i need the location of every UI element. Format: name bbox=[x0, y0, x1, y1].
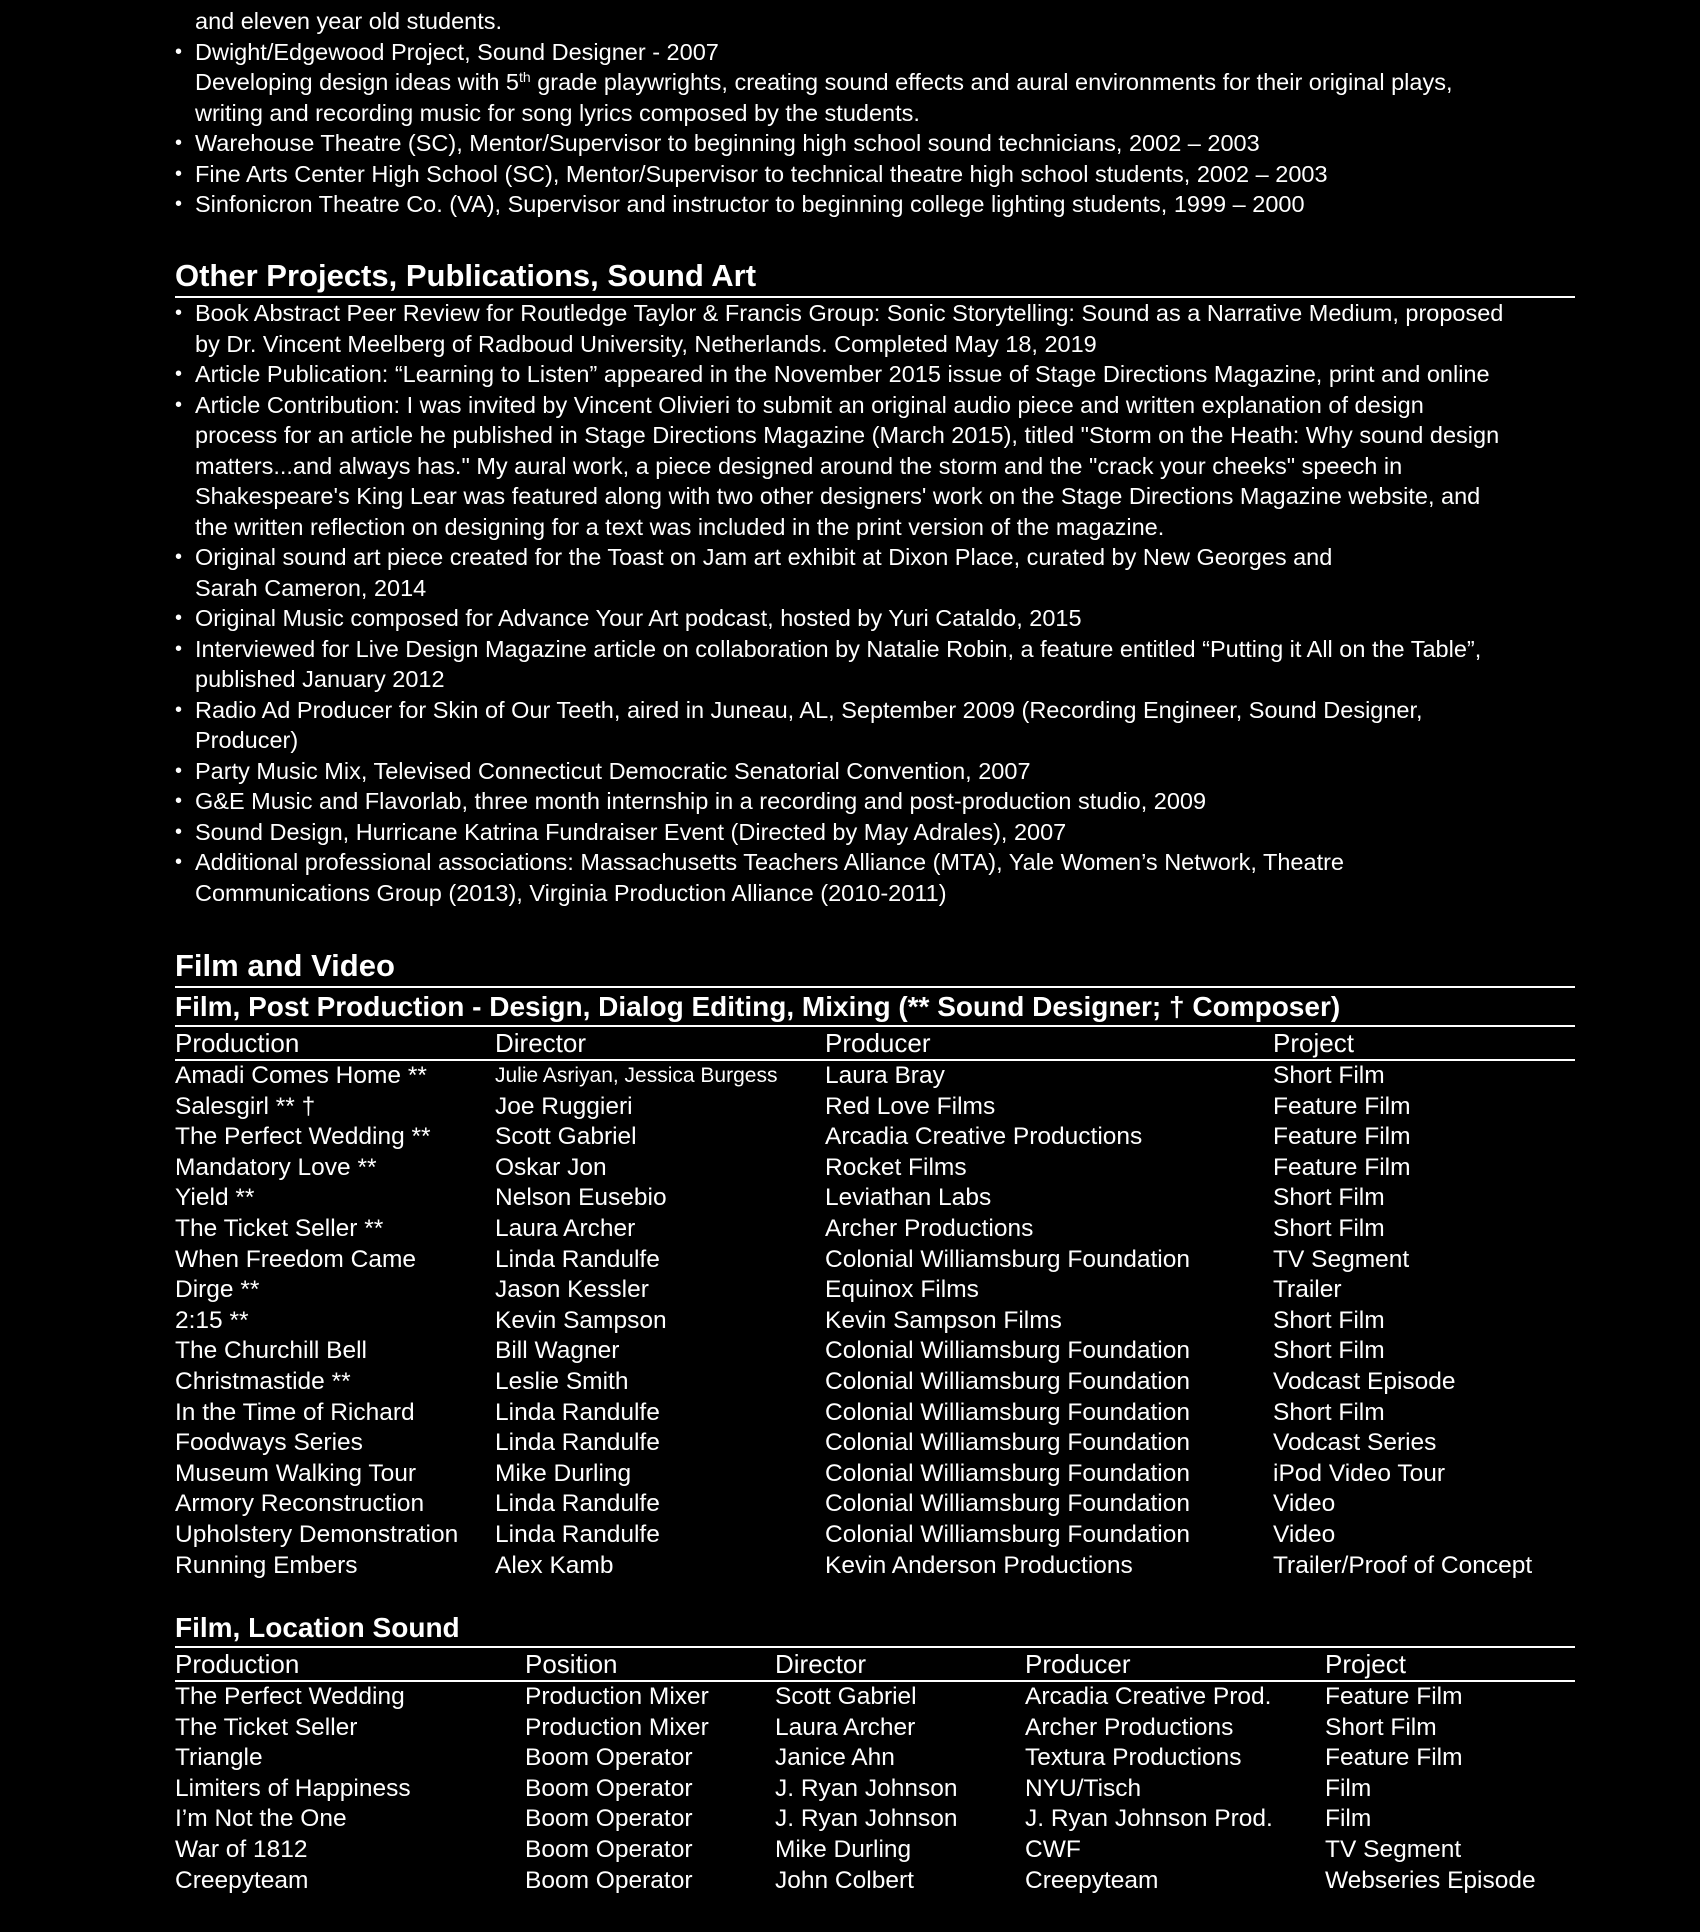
table-cell: Archer Productions bbox=[825, 1214, 1034, 1242]
table-cell: Colonial Williamsburg Foundation bbox=[825, 1245, 1190, 1273]
location-sound-table bbox=[175, 1648, 1575, 1896]
other-projects-list bbox=[175, 298, 1615, 908]
table-row bbox=[175, 1743, 1575, 1774]
table-cell: Creepyteam bbox=[1025, 1866, 1159, 1894]
table-cell: Laura Archer bbox=[775, 1713, 916, 1741]
table-cell: Kevin Anderson Productions bbox=[825, 1551, 1133, 1579]
table-cell: Short Film bbox=[1273, 1214, 1385, 1242]
table-row bbox=[175, 1866, 1575, 1897]
table-cell: Film bbox=[1325, 1774, 1372, 1802]
table-cell: Leslie Smith bbox=[495, 1367, 629, 1395]
table-cell: Laura Bray bbox=[825, 1062, 945, 1089]
list-item: • Dwight/Edgewood Project, Sound Designer - 2007 bbox=[175, 37, 1575, 68]
table-row bbox=[175, 1398, 1575, 1429]
list-item: • Additional professional associations: Massachusetts Teachers Alliance (MTA), Yale Women’s Network, Theatre Communications Group (2013), Virginia Production Alliance (2010-2011) bbox=[175, 847, 1615, 908]
table-cell: J. Ryan Johnson bbox=[775, 1774, 958, 1802]
table-cell: In the Time of Richard bbox=[175, 1398, 415, 1426]
table-row bbox=[175, 1551, 1575, 1582]
table-cell: Amadi Comes Home ** bbox=[175, 1062, 427, 1089]
table-row bbox=[175, 1183, 1575, 1214]
table-cell: John Colbert bbox=[775, 1866, 914, 1894]
list-item: • Original Music composed for Advance Your Art podcast, hosted by Yuri Cataldo, 2015 bbox=[175, 603, 1615, 634]
column-header: Production bbox=[175, 1027, 495, 1060]
table-cell: Mike Durling bbox=[775, 1836, 912, 1864]
list-item: • Original sound art piece created for the Toast on Jam art exhibit at Dixon Place, curated by New Georges and Sarah Cameron, 2014 bbox=[175, 542, 1615, 603]
table-row bbox=[175, 1214, 1575, 1245]
table-cell: Christmastide ** bbox=[175, 1367, 351, 1395]
table-cell: The Ticket Seller ** bbox=[175, 1214, 384, 1242]
table-cell: Red Love Films bbox=[825, 1092, 996, 1120]
table-cell: Upholstery Demonstration bbox=[175, 1520, 459, 1548]
table-cell: TV Segment bbox=[1325, 1836, 1462, 1864]
post-production-title: Film, Post Production - Design, Dialog Editing, Mixing (** Sound Designer; † Composer) bbox=[175, 990, 1575, 1027]
table-cell: Colonial Williamsburg Foundation bbox=[825, 1429, 1190, 1457]
table-cell: Kevin Sampson bbox=[495, 1306, 667, 1334]
table-cell: 2:15 ** bbox=[175, 1306, 249, 1334]
column-header: Producer bbox=[825, 1027, 1273, 1060]
table-cell: NYU/Tisch bbox=[1025, 1774, 1142, 1802]
post-production-table bbox=[175, 1027, 1575, 1581]
table-cell: Feature Film bbox=[1273, 1153, 1411, 1181]
table-cell: Limiters of Happiness bbox=[175, 1774, 411, 1802]
list-item: • Article Publication: “Learning to Listen” appeared in the November 2015 issue of Stage Directions Magazine, print and online bbox=[175, 359, 1615, 390]
column-header: Producer bbox=[1025, 1648, 1325, 1681]
table-cell: Arcadia Creative Prod. bbox=[1025, 1683, 1272, 1711]
table-cell: Boom Operator bbox=[525, 1805, 693, 1833]
table-cell: The Perfect Wedding bbox=[175, 1683, 405, 1711]
table-cell: The Ticket Seller bbox=[175, 1713, 358, 1741]
table-cell: Colonial Williamsburg Foundation bbox=[825, 1367, 1190, 1395]
table-cell: Leviathan Labs bbox=[825, 1184, 992, 1212]
table-row bbox=[175, 1153, 1575, 1184]
list-item: • Article Contribution: I was invited by Vincent Olivieri to submit an original audio piece and written explanation of design process for an article he published in Stage Directions Magazine (March 2015), titled "Storm on the Heath: Why sound design matters...and always has." My aural work, a piece designed around the storm and the "crack your cheeks" speech in Shakespeare's King Lear was featured along with two other designers' work on the Stage Directions Magazine website, and the written reflection on designing for a text was included in the print version of the magazine. bbox=[175, 390, 1615, 543]
table-cell: Arcadia Creative Productions bbox=[825, 1123, 1143, 1151]
table-row bbox=[175, 1367, 1575, 1398]
column-header: Position bbox=[525, 1648, 775, 1681]
table-cell: Boom Operator bbox=[525, 1866, 693, 1894]
table-cell: Archer Productions bbox=[1025, 1713, 1234, 1741]
table-cell: Short Film bbox=[1273, 1062, 1385, 1089]
table-row bbox=[175, 1459, 1575, 1490]
table-cell: Yield ** bbox=[175, 1184, 255, 1212]
table-cell: Armory Reconstruction bbox=[175, 1490, 425, 1518]
list-item: • Party Music Mix, Televised Connecticut Democratic Senatorial Convention, 2007 bbox=[175, 756, 1615, 787]
table-cell: Jason Kessler bbox=[495, 1276, 649, 1304]
table-cell: Dirge ** bbox=[175, 1276, 260, 1304]
table-cell: Boom Operator bbox=[525, 1744, 693, 1772]
table-cell: Equinox Films bbox=[825, 1276, 979, 1304]
table-row bbox=[175, 1835, 1575, 1866]
table-cell: Colonial Williamsburg Foundation bbox=[825, 1337, 1190, 1365]
location-sound-rows bbox=[175, 1681, 1575, 1896]
table-cell: Running Embers bbox=[175, 1551, 358, 1579]
film-video-section bbox=[175, 948, 1575, 1896]
table-cell: Nelson Eusebio bbox=[495, 1184, 667, 1212]
list-item: • Fine Arts Center High School (SC), Mentor/Supervisor to technical theatre high school students, 2002 – 2003 bbox=[175, 159, 1575, 190]
table-cell: Short Film bbox=[1325, 1713, 1437, 1741]
table-cell: Joe Ruggieri bbox=[495, 1092, 633, 1120]
table-cell: Trailer/Proof of Concept bbox=[1273, 1551, 1533, 1579]
location-sound-title: Film, Location Sound bbox=[175, 1611, 1575, 1648]
table-cell: Short Film bbox=[1273, 1184, 1385, 1212]
table-cell: Short Film bbox=[1273, 1337, 1385, 1365]
table-cell: Vodcast Episode bbox=[1273, 1367, 1456, 1395]
table-cell: CWF bbox=[1025, 1836, 1081, 1864]
table-cell: Boom Operator bbox=[525, 1836, 693, 1864]
column-header: Production bbox=[175, 1648, 525, 1681]
table-cell: J. Ryan Johnson Prod. bbox=[1025, 1805, 1273, 1833]
table-row bbox=[175, 1489, 1575, 1520]
table-cell: Video bbox=[1273, 1490, 1336, 1518]
table-row bbox=[175, 1092, 1575, 1123]
table-row bbox=[175, 1713, 1575, 1744]
table-row bbox=[175, 1275, 1575, 1306]
table-cell: Museum Walking Tour bbox=[175, 1459, 417, 1487]
table-cell: Scott Gabriel bbox=[775, 1683, 917, 1711]
table-cell: When Freedom Came bbox=[175, 1245, 417, 1273]
table-row bbox=[175, 1060, 1575, 1092]
teaching-list bbox=[175, 6, 1575, 220]
other-projects-section bbox=[175, 258, 1575, 908]
table-cell: Kevin Sampson Films bbox=[825, 1306, 1062, 1334]
table-cell: Mandatory Love ** bbox=[175, 1153, 377, 1181]
table-header-row bbox=[175, 1648, 1575, 1681]
column-header: Director bbox=[775, 1648, 1025, 1681]
table-cell: Boom Operator bbox=[525, 1774, 693, 1802]
table-cell: Salesgirl ** † bbox=[175, 1092, 316, 1120]
table-cell: Linda Randulfe bbox=[495, 1398, 660, 1426]
table-cell: TV Segment bbox=[1273, 1245, 1410, 1273]
table-cell: Textura Productions bbox=[1025, 1744, 1242, 1772]
table-cell: Mike Durling bbox=[495, 1459, 632, 1487]
table-cell: Bill Wagner bbox=[495, 1337, 620, 1365]
table-cell: Colonial Williamsburg Foundation bbox=[825, 1459, 1190, 1487]
table-row bbox=[175, 1520, 1575, 1551]
table-cell: I’m Not the One bbox=[175, 1805, 347, 1833]
table-cell: Foodways Series bbox=[175, 1429, 363, 1457]
table-row bbox=[175, 1306, 1575, 1337]
table-row bbox=[175, 1245, 1575, 1276]
table-cell: Rocket Films bbox=[825, 1153, 967, 1181]
list-item: • Book Abstract Peer Review for Routledge Taylor & Francis Group: Sonic Storytelling: Sound as a Narrative Medium, proposed by Dr. Vincent Meelberg of Radboud University, Netherlands. Completed May 18, 2019 bbox=[175, 298, 1615, 359]
table-cell: Linda Randulfe bbox=[495, 1429, 660, 1457]
list-item: • Warehouse Theatre (SC), Mentor/Supervisor to beginning high school sound technicians, 2002 – 2003 bbox=[175, 128, 1575, 159]
table-cell: Production Mixer bbox=[525, 1683, 709, 1711]
table-cell: Creepyteam bbox=[175, 1866, 309, 1894]
table-cell: The Perfect Wedding ** bbox=[175, 1123, 431, 1151]
table-cell: The Churchill Bell bbox=[175, 1337, 367, 1365]
table-cell: Julie Asriyan, Jessica Burgess bbox=[495, 1064, 778, 1087]
table-cell: Colonial Williamsburg Foundation bbox=[825, 1398, 1190, 1426]
list-item: Developing design ideas with 5th grade playwrights, creating sound effects and aural environments for their original plays, writing and recording music for song lyrics composed by the students. bbox=[195, 69, 1453, 126]
post-production-rows bbox=[175, 1060, 1575, 1581]
table-cell: Short Film bbox=[1273, 1398, 1385, 1426]
column-header: Project bbox=[1325, 1648, 1575, 1681]
table-row bbox=[175, 1804, 1575, 1835]
table-cell: Film bbox=[1325, 1805, 1372, 1833]
table-cell: Production Mixer bbox=[525, 1713, 709, 1741]
table-header-row bbox=[175, 1027, 1575, 1060]
table-cell: Trailer bbox=[1273, 1276, 1342, 1304]
table-cell: Vodcast Series bbox=[1273, 1429, 1437, 1457]
table-row bbox=[175, 1122, 1575, 1153]
table-cell: Webseries Episode bbox=[1325, 1866, 1536, 1894]
table-cell: Feature Film bbox=[1325, 1683, 1463, 1711]
table-cell: J. Ryan Johnson bbox=[775, 1805, 958, 1833]
table-cell: Linda Randulfe bbox=[495, 1520, 660, 1548]
table-cell: Scott Gabriel bbox=[495, 1123, 637, 1151]
table-cell: Triangle bbox=[175, 1744, 263, 1772]
table-cell: Oskar Jon bbox=[495, 1153, 607, 1181]
table-cell: War of 1812 bbox=[175, 1836, 308, 1864]
table-cell: Alex Kamb bbox=[495, 1551, 614, 1579]
section-title: Other Projects, Publications, Sound Art bbox=[175, 258, 1575, 298]
list-item: • Sound Design, Hurricane Katrina Fundraiser Event (Directed by May Adrales), 2007 bbox=[175, 817, 1615, 848]
table-cell: Janice Ahn bbox=[775, 1744, 895, 1772]
table-cell: Colonial Williamsburg Foundation bbox=[825, 1490, 1190, 1518]
table-row bbox=[175, 1774, 1575, 1805]
list-item: • G&E Music and Flavorlab, three month internship in a recording and post-production studio, 2009 bbox=[175, 786, 1615, 817]
table-cell: Short Film bbox=[1273, 1306, 1385, 1334]
list-item: • Interviewed for Live Design Magazine article on collaboration by Natalie Robin, a feature entitled “Putting it All on the Table”, published January 2012 bbox=[175, 634, 1615, 695]
table-cell: Feature Film bbox=[1273, 1092, 1411, 1120]
table-row bbox=[175, 1428, 1575, 1459]
table-cell: Linda Randulfe bbox=[495, 1490, 660, 1518]
column-header: Director bbox=[495, 1027, 825, 1060]
table-cell: Video bbox=[1273, 1520, 1336, 1548]
table-cell: iPod Video Tour bbox=[1273, 1459, 1446, 1487]
table-cell: Feature Film bbox=[1325, 1744, 1463, 1772]
list-item: • Radio Ad Producer for Skin of Our Teeth, aired in Juneau, AL, September 2009 (Recording Engineer, Sound Designer, Producer) bbox=[175, 695, 1615, 756]
section-title: Film and Video bbox=[175, 948, 1575, 988]
column-header: Project bbox=[1273, 1027, 1575, 1060]
table-row bbox=[175, 1336, 1575, 1367]
table-cell: Linda Randulfe bbox=[495, 1245, 660, 1273]
list-item: and eleven year old students. bbox=[195, 8, 503, 34]
list-item: • Sinfonicron Theatre Co. (VA), Supervisor and instructor to beginning college lighting students, 1999 – 2000 bbox=[175, 189, 1575, 220]
table-cell: Laura Archer bbox=[495, 1214, 636, 1242]
table-cell: Feature Film bbox=[1273, 1123, 1411, 1151]
table-cell: Colonial Williamsburg Foundation bbox=[825, 1520, 1190, 1548]
table-row bbox=[175, 1681, 1575, 1713]
